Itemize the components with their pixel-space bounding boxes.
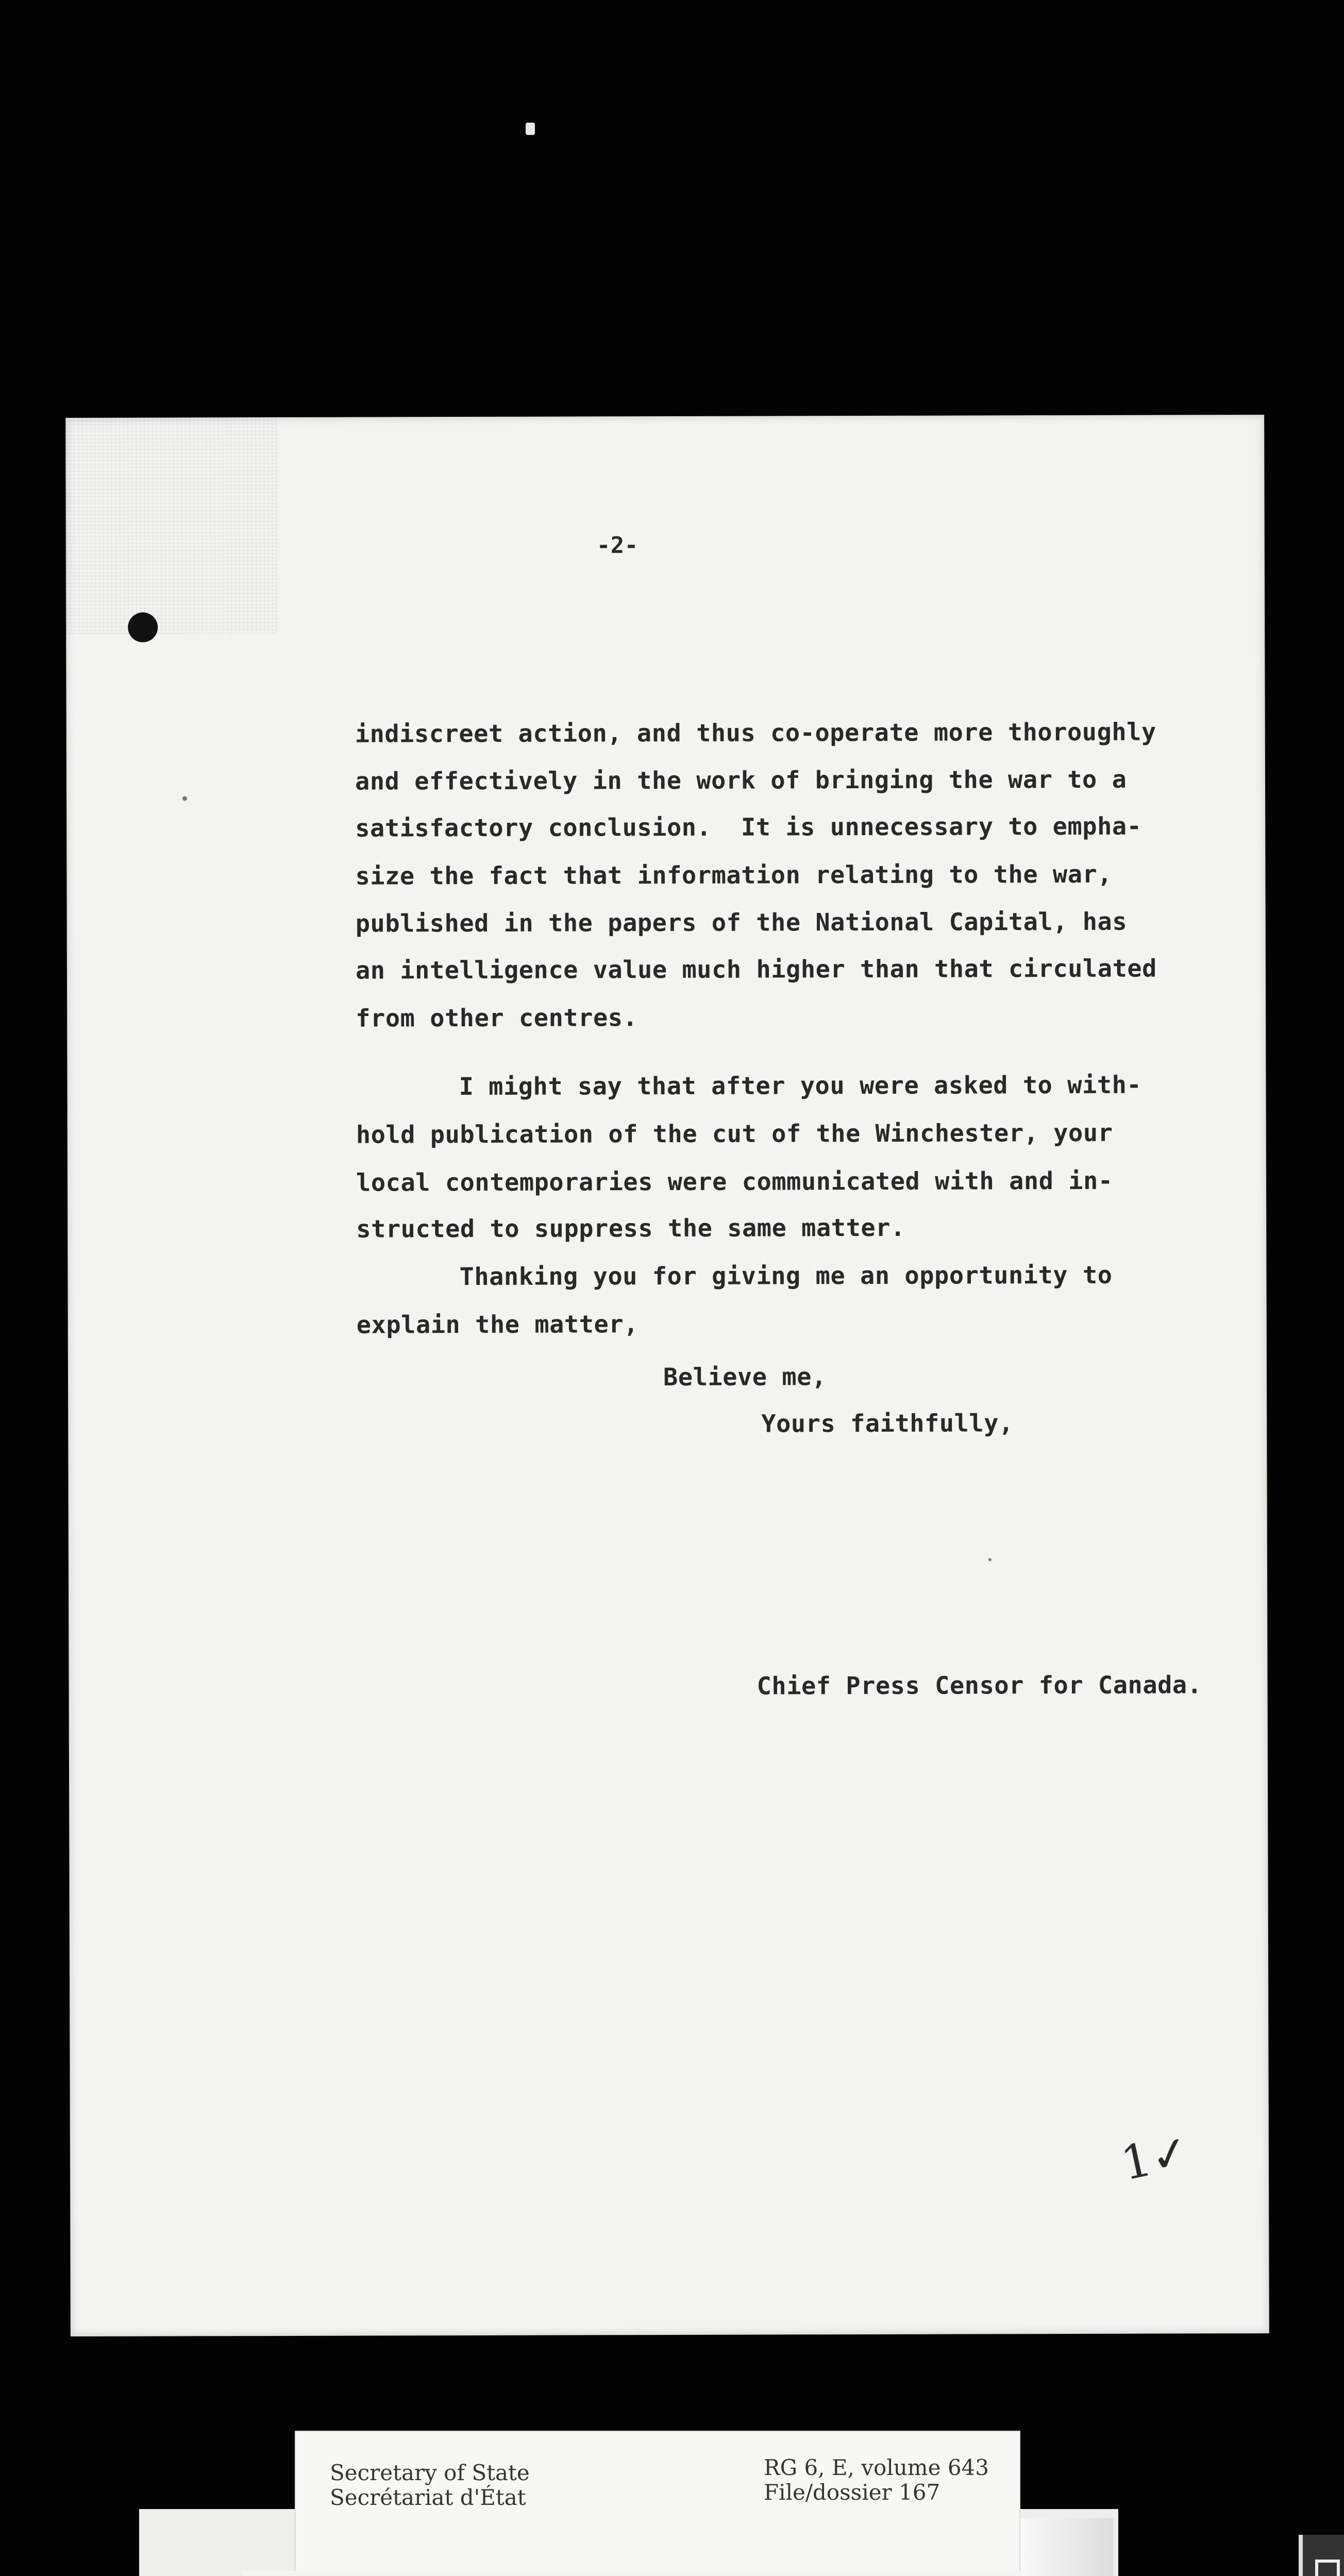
paper-texture [65,417,277,634]
paragraph-line: I might say that after you were asked to with- [459,1071,1142,1101]
department-line: Secrétariat d'État [330,2485,526,2510]
paper-speck [988,1558,992,1561]
body-line: published in the papers of the National Capital, has [355,907,1128,938]
punch-hole [128,613,158,642]
page-number: -2- [596,532,639,559]
department-line: Secretary of State [330,2460,530,2485]
archive-stamp-panel [242,2571,1020,2576]
handwritten-check-mark: 1✓ [1116,2124,1195,2192]
paper-fold [1005,2518,1113,2576]
body-line: and effectively in the work of bringing the war to a [355,765,1127,796]
paragraph-line: explain the matter, [356,1310,639,1340]
closing-line: Believe me, [663,1363,827,1392]
body-line: size the fact that information relating to the war, [355,860,1113,891]
signature-title: Chief Press Censor for Canada. [757,1671,1202,1701]
closing-line: Yours faithfully, [761,1409,1014,1438]
body-line: from other centres. [356,1004,638,1033]
archive-reference-label [295,2431,1020,2576]
film-edge-tab [1299,2535,1344,2576]
paragraph-line: Thanking you for giving me an opportunity to [459,1261,1113,1292]
archive-department [330,2461,530,2510]
paper-speck [182,796,187,801]
body-line: satisfactory conclusion. It is unnecessary to empha- [355,812,1142,843]
reference-line: File/dossier 167 [764,2480,940,2505]
body-line: indiscreet action, and thus co-operate more thoroughly [355,718,1156,749]
reference-line: RG 6, E, volume 643 [764,2455,989,2480]
body-line: an intelligence value much higher than that circulated [355,954,1157,985]
archive-file-reference [764,2455,989,2505]
paragraph-line: local contemporaries were communicated with and in- [356,1166,1113,1197]
paragraph-line: hold publication of the cut of the Winchester, your [356,1118,1113,1149]
letter-page [65,415,1269,2336]
paragraph-line: structed to suppress the same matter. [356,1213,905,1244]
film-mark [526,123,535,135]
